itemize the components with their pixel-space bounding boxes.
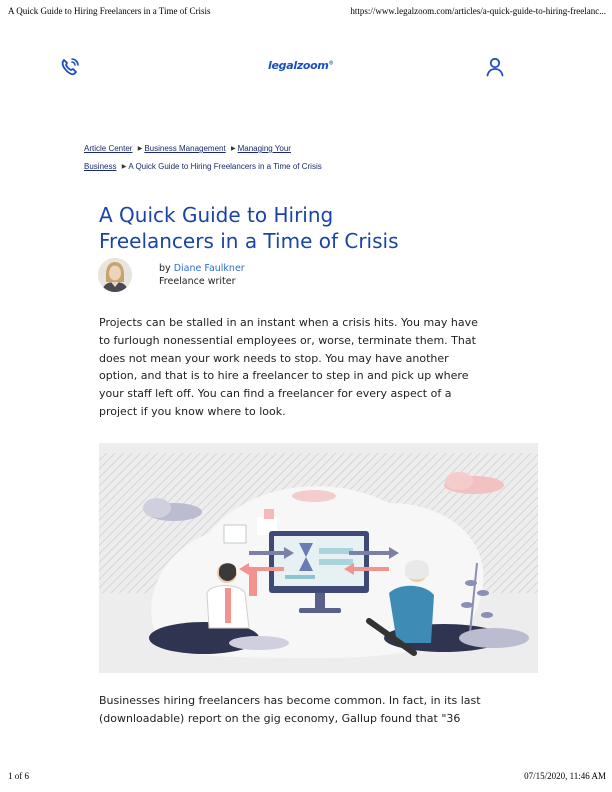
site-header [0,52,612,84]
breadcrumb-business-management[interactable]: Business Management [144,144,226,153]
logo-registered-mark: ® [328,60,334,67]
article-title-line1: A Quick Guide to Hiring [99,203,334,227]
breadcrumb-business[interactable]: Business [84,162,117,171]
breadcrumb-separator-icon: ▶ [121,164,127,170]
paragraph-line: option, and that is to hire a freelancer to step in and pick up where [99,369,469,383]
logo-legal: legal [268,59,297,72]
print-header [0,6,612,20]
body-paragraph [99,692,524,728]
author-avatar [98,258,132,292]
hero-illustration [99,443,538,673]
legalzoom-logo[interactable] [268,59,333,72]
logo-zoom: zoom [296,59,329,72]
breadcrumb-managing-your[interactable]: Managing Your [237,144,291,153]
breadcrumb-current: A Quick Guide to Hiring Freelancers in a Time of Crisis [128,162,322,171]
print-page-count: 1 of 6 [8,771,29,781]
paragraph-line: does not mean your work needs to stop. You may have another [99,351,449,365]
by-label: by [159,263,171,274]
paragraph-line: Businesses hiring freelancers has become common. In fact, in its last [99,694,481,707]
byline [159,262,245,288]
breadcrumb-article-center[interactable]: Article Center [84,144,133,153]
phone-icon[interactable] [58,55,82,79]
paragraph-line: project if you know where to look. [99,404,286,418]
print-footer [0,771,612,785]
paragraph-line: your staff left off. You can find a freelancer for every aspect of a [99,387,452,401]
author-link[interactable]: Diane Faulkner [173,263,245,274]
breadcrumb-separator-icon: ▶ [230,146,236,152]
paragraph-line: Projects can be stalled in an instant when a crisis hits. You may have [99,316,478,329]
article-title-line2: Freelancers in a Time of Crisis [99,229,399,253]
breadcrumb [84,140,344,176]
breadcrumb-separator-icon: ▶ [137,146,143,152]
paragraph-line: (downloadable) report on the gig economy, Gallup found that "36 [99,711,461,725]
article-title [99,202,519,254]
paragraph-line: to furlough nonessential employees or, worse, terminate them. That [99,333,476,347]
print-page-title: A Quick Guide to Hiring Freelancers in a Time of Crisis [8,6,211,16]
intro-paragraph [99,314,524,421]
author-role: Freelance writer [159,276,236,287]
print-timestamp: 07/15/2020, 11:46 AM [524,771,606,781]
print-url: https://www.legalzoom.com/articles/a-quick-guide-to-hiring-freelanc... [350,6,606,16]
user-account-icon[interactable] [484,56,506,78]
